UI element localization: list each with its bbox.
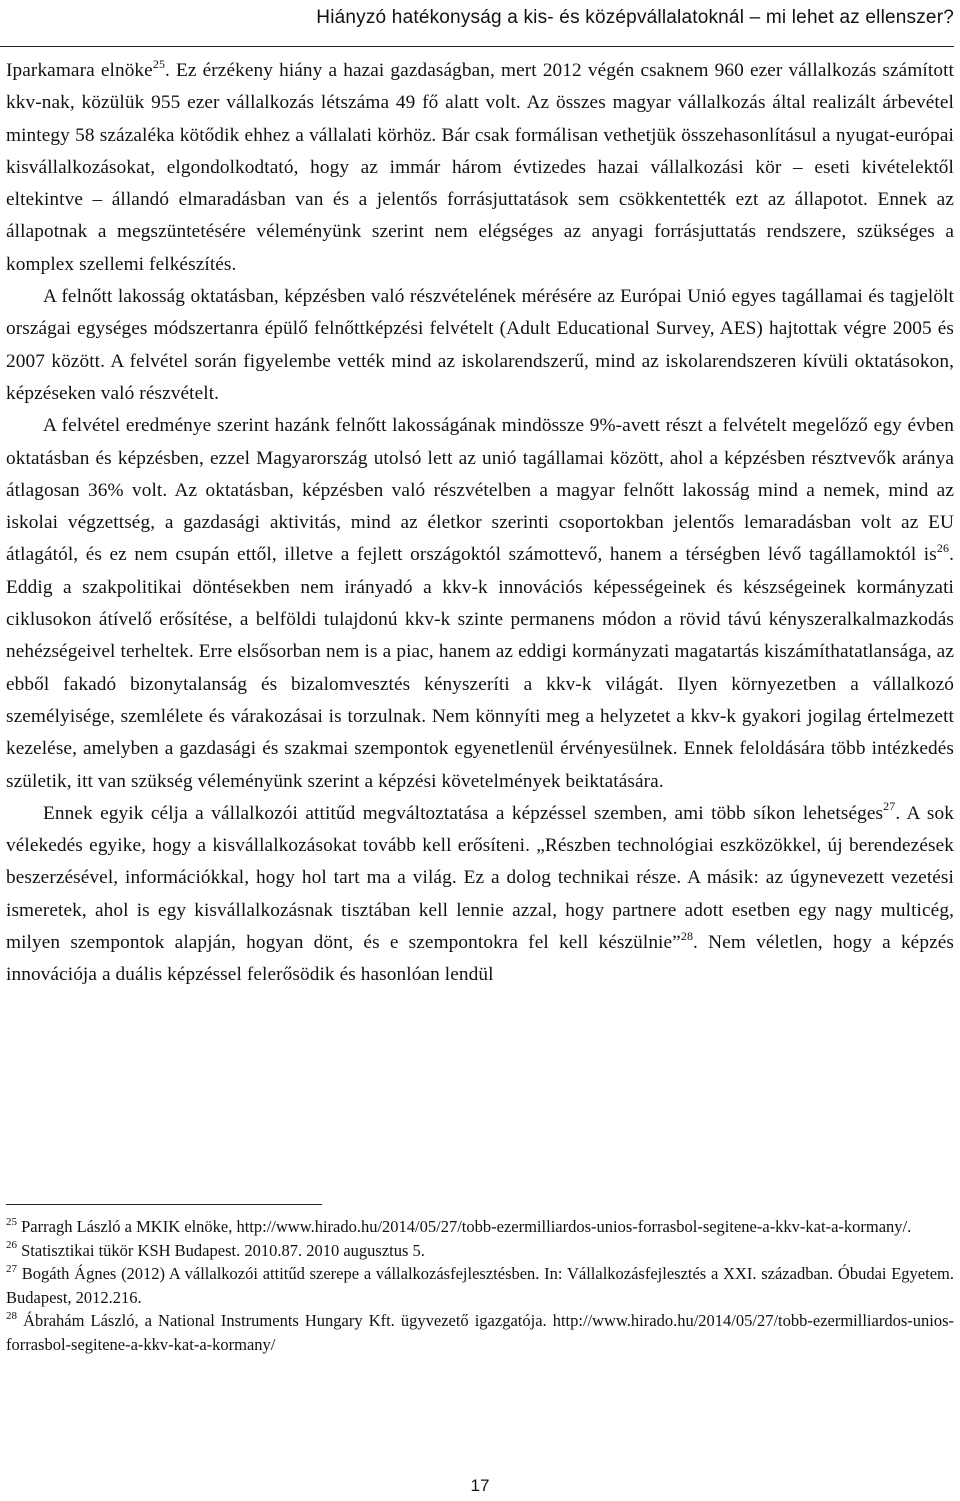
footnote-text: Parragh László a MKIK elnöke, http://www.hirado.hu/2014/05/27/tobb-ezermilliardos-unios-forrasbol-segitene-a-kkv-kat-a-kormany/. — [21, 1217, 912, 1236]
footnote-number: 26 — [6, 1239, 17, 1251]
paragraph-1 — [6, 55, 954, 281]
footnote-number: 27 — [6, 1262, 17, 1275]
paragraph-3 — [6, 410, 954, 798]
page-number: 17 — [470, 1476, 490, 1495]
footnote-ref-27[interactable]: 27 — [883, 799, 896, 814]
footnote-text: Bogáth Ágnes (2012) A vállalkozói attitűd szerepe a vállalkozásfejlesztésben. In: Vállalkozásfejlesztés a XXI. században. Óbudai Egyetem. Budapest, 2012.216. — [6, 1264, 954, 1307]
footnote-text: Ábrahám László, a National Instruments Hungary Kft. ügyvezető igazgatója. http://www.hirado.hu/2014/05/27/tobb-ezermilliardos-unios-forrasbol-segitene-a-kkv-kat-a-kormany/ — [6, 1311, 954, 1354]
paragraph-4-text-b: . A sok vélekedés egyike, hogy a kisvállalkozásokat tovább kell erősíteni. „Részben technológiai eszközökkel, új berendezések beszerzésével, információkkal, hogy hol tart ma a világ. Ez a dolog technikai része. A másik: az úgynevezett vezetési ismeretek, ahol is egy kisvállalkozásnak tisztában kell lennie azzal, hogy partnere adott esetben egy nagy multicég, milyen szempontok alapján, hogyan dönt, és e szempontokra fel kell készülnie” — [6, 802, 954, 954]
footnote-ref-28[interactable]: 28 — [680, 928, 694, 943]
paragraph-3-text-b: . Eddig a szakpolitikai döntésekben nem irányadó a kkv-k innovációs képességeinek és készségeinek kormányzati ciklusokon átívelő erősítése, a belföldi tulajdonú kkv-k szinte permanens módon a rövid távú kényszeralkalmazkodás nehézségeivel terheltek. Erre elsősorban nem is a piac, hanem az eddigi kormányzati magatartás kiszámíthatatlansága, az ebből fakadó bizonytalanság és bizalomvesztés kényszeríti a kkv-k világát. Ilyen környezetben a vállalkozó személyisége, szemlélete és várakozásai is torzulnak. Nem könnyíti meg a helyzetet a kkv-k gyakori jogilag értelmezett kezelése, amelyben a gazdasági és szakmai szempontok egyenetlenül érvényesülnek. Ennek feloldására több intézkedés születik, itt van szükség véleményünk szerint a képzési követelmények beiktatására. — [6, 544, 954, 792]
body-text — [6, 55, 954, 992]
footnote-ref-26[interactable]: 26 — [936, 541, 950, 556]
footnote-27 — [6, 1262, 954, 1309]
paragraph-1-text-b: . Ez érzékeny hiány a hazai gazdaságban, mert 2012 végén csaknem 960 ezer vállalkozás számított kkv-nak, közülük 955 ezer vállalkozás létszáma 49 fő alatt volt. Az összes magyar vállalkozás által realizált árbevétel mintegy 58 százaléka kötődik ehhez a vállalati körhöz. Bár csak formálisan vethetjük összehasonlításul a nyugat-európai kisvállalkozásokat, elgondolkodtató, hogy az immár három évtizedes hazai vállalkozási kör – eseti kivételektől eltekintve – állandó elmaradásban van és a jelentős forrásjuttatások sem csökkentették ezt az állapotot. Ennek az állapotnak a megszüntetésére véleményünk szerint nem elégséges az anyagi forrásjuttatás rendszere, szükséges a komplex szellemi felkészítés. — [6, 60, 954, 275]
footnote-divider — [6, 1204, 322, 1205]
footnote-number: 28 — [6, 1309, 17, 1322]
footnote-number: 25 — [6, 1215, 17, 1228]
footnote-28 — [6, 1309, 954, 1356]
footnote-25 — [6, 1215, 954, 1239]
running-header: Hiányzó hatékonyság a kis- és középvállalatoknál – mi lehet az ellenszer? — [0, 0, 954, 47]
footnote-text: Statisztikai tükör KSH Budapest. 2010.87. 2010 augusztus 5. — [21, 1240, 425, 1260]
paragraph-4-text-a: Ennek egyik célja a vállalkozói attitűd megváltoztatása a képzéssel szemben, ami több síkon lehetséges — [43, 802, 884, 824]
footnote-26 — [6, 1239, 954, 1263]
footnote-ref-25[interactable]: 25 — [152, 56, 166, 71]
footnotes — [6, 1215, 954, 1356]
paragraph-4-text-c: . Nem véletlen, hogy a képzés innovációja a duális képzéssel felerősödik és hasonlóan lendül — [6, 932, 955, 986]
paragraph-3-text-a: A felvétel eredménye szerint hazánk felnőtt lakosságának mindössze 9%-avett részt a felvételt megelőző egy évben oktatásban és képzésben, ezzel Magyarország utolsó lett az unió tagállamai között, ahol a képzésben résztvevők aránya átlagosan 36% volt. Az oktatásban, képzésben való részvételben a magyar felnőtt lakosság mind a nemek, mind az iskolai végzettség, a gazdasági aktivitás, mind az életkor szerinti csoportokban jelentős lemaradásban volt az EU átlagától, és ez nem csupán ettől, illetve a fejlett országoktól számottevő, hanem a térségben lévő tagállamoktól is — [6, 415, 954, 566]
paragraph-2: A felnőtt lakosság oktatásban, képzésben való részvételének mérésére az Európai Unió egyes tagállamai és tagjelölt országai egységes módszertanra épülő felnőttképzési felvételt (Adult Educational Survey, AES) hajtottak végre 2005 és 2007 között. A felvétel során figyelembe vették mind az iskolarendszerű, mind az iskolarendszeren kívüli oktatásokon, képzéseken való részvételt. — [6, 286, 954, 404]
paragraph-1-text-a: Iparkamara elnöke — [6, 60, 153, 81]
paragraph-4 — [6, 798, 954, 992]
